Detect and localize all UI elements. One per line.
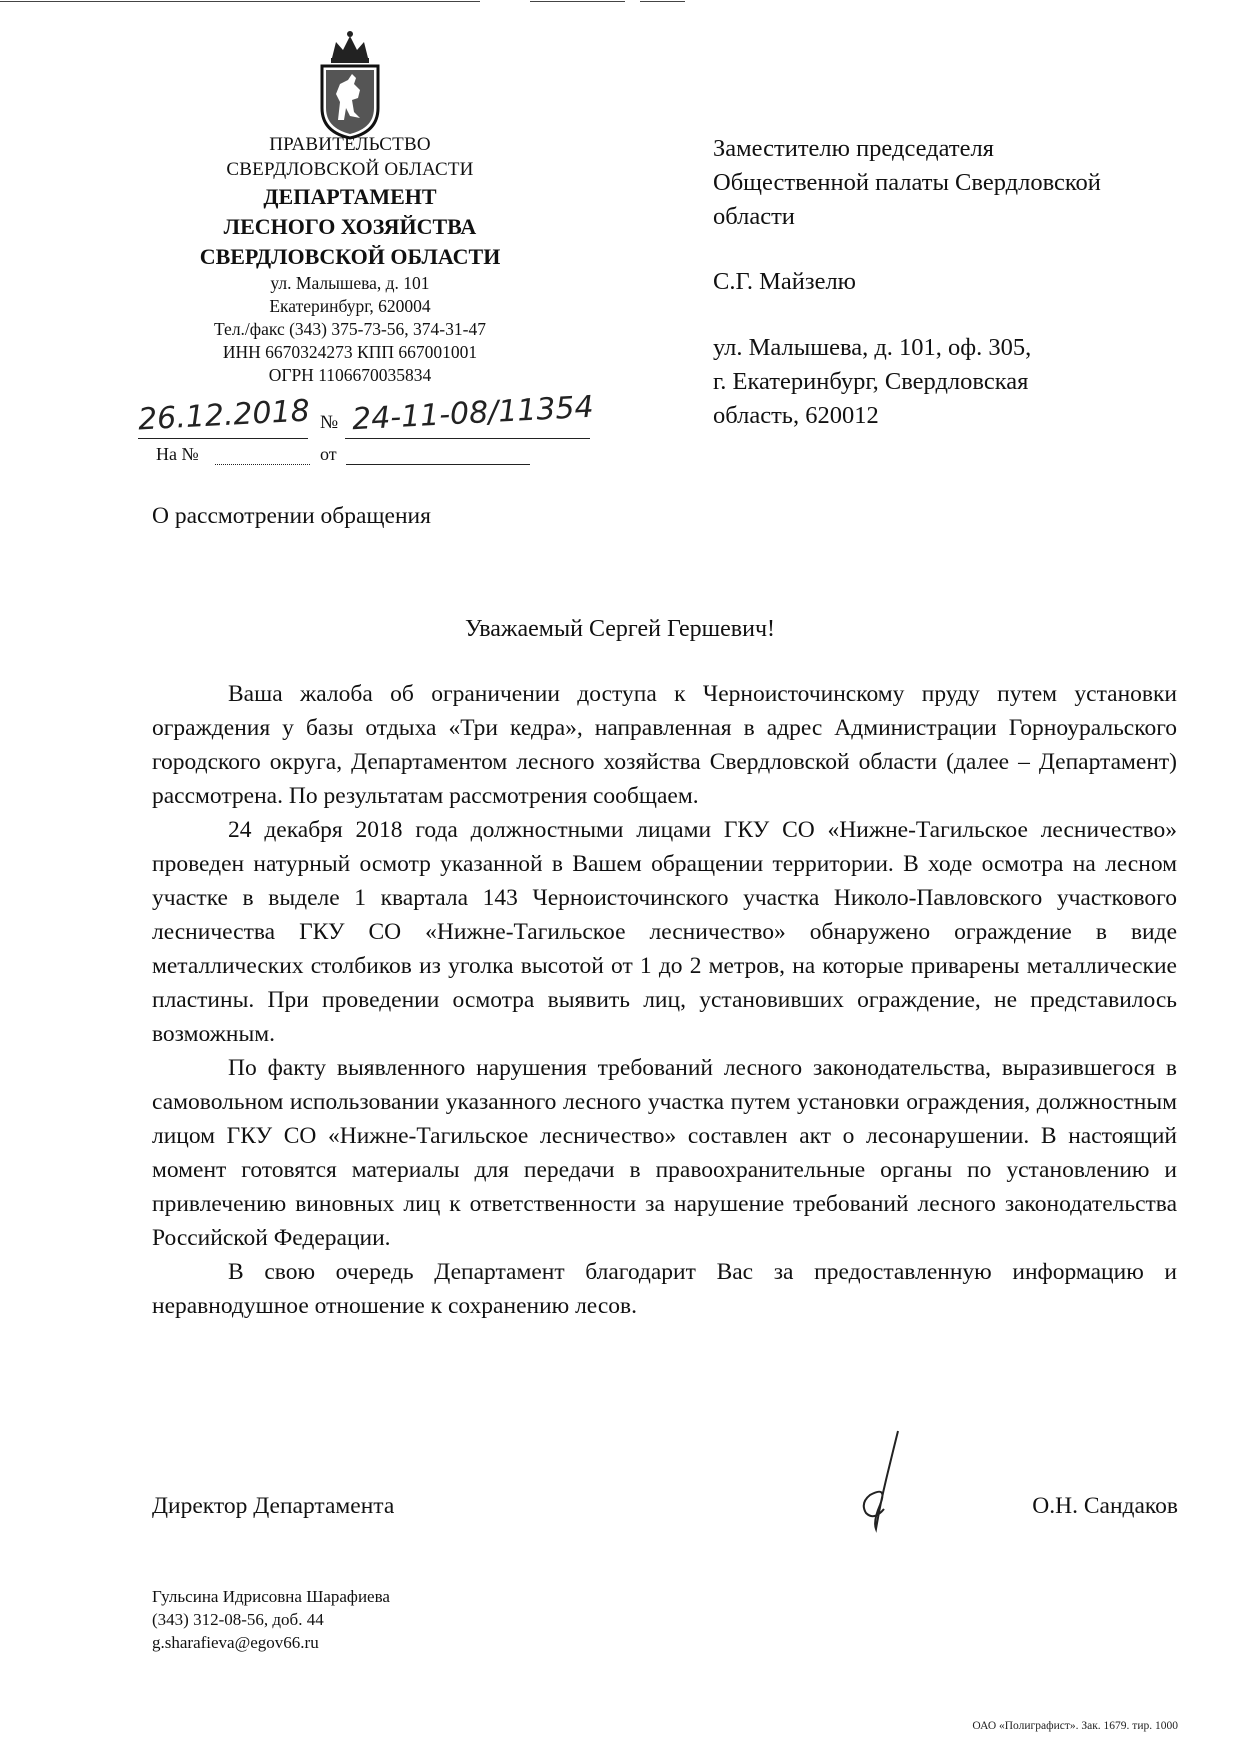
reply-number-line: [215, 464, 310, 465]
handwritten-signature-icon: [840, 1425, 940, 1535]
addressee-block: [713, 132, 1193, 433]
letter-subject: О рассмотрении обращения: [152, 503, 431, 529]
registration-number-label: №: [320, 412, 339, 433]
registration-date: 26.12.2018: [137, 393, 311, 438]
letter-greeting: Уважаемый Сергей Гершевич!: [464, 616, 776, 642]
body-paragraph-1: Ваша жалоба об ограничении доступа к Черноисточинскому пруду путем установки ограждения у базы отдыха «Три кедра», направленная в адрес Администрации Горноуральского городского округа, Департаментом лесного хозяйства Свердловской области (далее – Департамент) рассмотрена. По результатам рассмотрения сообщаем.: [152, 681, 1177, 809]
printer-note: ОАО «Полиграфист». Зак. 1679. тир. 1000: [972, 1720, 1178, 1732]
dept-line-2: ЛЕСНОГО ХОЗЯЙСТВА: [223, 214, 477, 239]
sender-address-2: Екатеринбург, 620004: [269, 296, 431, 316]
sender-phone: Тел./факс (343) 375-73-56, 374-31-47: [214, 319, 486, 339]
signatory-title: Директор Департамента: [152, 1493, 395, 1519]
reply-date-line: [346, 464, 530, 465]
addressee-line-1: Заместителю председателя: [713, 135, 994, 162]
executor-phone: (343) 312-08-56, доб. 44: [152, 1610, 324, 1629]
dept-line-1: ДЕПАРТАМЕНТ: [263, 184, 437, 209]
scan-edge-line: [0, 0, 1240, 6]
addressee-name: С.Г. Майзелю: [713, 268, 856, 295]
addressee-line-2: Общественной палаты Свердловской: [713, 169, 1101, 196]
executor-block: [152, 1585, 390, 1654]
org-line-2: СВЕРДЛОВСКОЙ ОБЛАСТИ: [226, 159, 474, 180]
sender-address-1: ул. Малышева, д. 101: [270, 273, 430, 293]
body-paragraph-3: По факту выявленного нарушения требований лесного законодательства, выразившегося в самовольном использовании указанного лесного участка путем установки ограждения, должностным лицом ГКУ СО «Нижне-Тагильское лесничество» составлен акт о лесонарушении. В настоящий момент готовятся материалы для передачи в правоохранительные органы по установлению и привлечению виновных лиц к ответственности за нарушение требований лесного законодательства Российской Федерации.: [152, 1055, 1177, 1251]
addressee-address-2: г. Екатеринбург, Свердловская: [713, 368, 1029, 395]
body-paragraph-2: 24 декабря 2018 года должностными лицами ГКУ СО «Нижне-Тагильское лесничество» проведен натурный осмотр указанной в Вашем обращении территории. В ходе осмотра на лесном участке в выделе 1 квартала 143 Черноисточинского участка Николо-Павловского участкового лесничества ГКУ СО «Нижне-Тагильское лесничество» обнаружено ограждение в виде металлических столбиков из уголка высотой от 1 до 2 метров, на которые приварены металлические пластины. При проведении осмотра выявить лиц, установивших ограждение, не представилось возможным.: [152, 817, 1177, 1047]
addressee-line-3: области: [713, 203, 795, 230]
body-paragraph-4: В свою очередь Департамент благодарит Вас за предоставленную информацию и неравнодушное отношение к сохранению лесов.: [152, 1259, 1177, 1319]
signatory-name: О.Н. Сандаков: [1032, 1493, 1178, 1519]
reply-from-label: от: [320, 444, 337, 464]
date-underline: [138, 438, 308, 439]
addressee-address-1: ул. Малышева, д. 101, оф. 305,: [713, 334, 1032, 361]
addressee-address-3: область, 620012: [713, 402, 879, 429]
org-line-1: ПРАВИТЕЛЬСТВО: [269, 134, 431, 155]
sender-ogrn: ОГРН 1106670035834: [268, 365, 432, 385]
executor-name: Гульсина Идрисовна Шарафиева: [152, 1587, 390, 1606]
executor-email: g.sharafieva@egov66.ru: [152, 1633, 319, 1652]
letter-body: [152, 677, 1177, 1323]
number-underline: [345, 438, 590, 439]
dept-line-3: СВЕРДЛОВСКОЙ ОБЛАСТИ: [199, 244, 501, 269]
sender-header: [150, 132, 550, 387]
sender-inn: ИНН 6670324273 КПП 667001001: [222, 342, 478, 362]
registration-number: 24-11-08/11354: [351, 389, 595, 438]
reply-to-label: На №: [156, 444, 199, 464]
coat-of-arms-icon: [310, 28, 390, 140]
